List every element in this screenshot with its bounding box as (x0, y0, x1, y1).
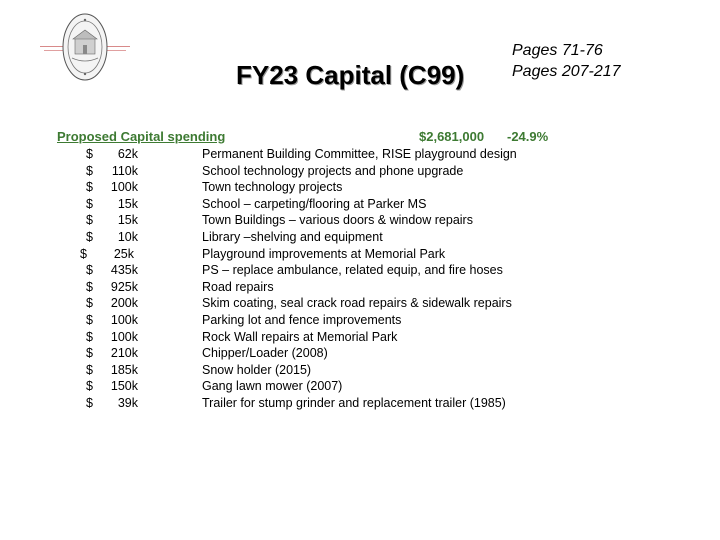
item-amount: 25k (113, 246, 134, 261)
item-description: Road repairs (202, 279, 274, 294)
item-currency: $ (86, 329, 93, 344)
item-description: Gang lawn mower (2007) (202, 379, 343, 394)
item-amount: 62k (117, 147, 138, 161)
item-currency: $ (86, 196, 93, 211)
item-currency: $ (80, 246, 87, 261)
item-currency: $ (86, 313, 93, 327)
item-currency: $ (86, 230, 93, 244)
seal-icon (62, 12, 108, 82)
item-description: Snow holder (2015) (202, 362, 312, 377)
page-title: FY23 Capital (C99) (236, 60, 465, 90)
item-description: Rock Wall repairs at Memorial Park (202, 329, 398, 344)
item-description: Town technology projects (202, 180, 343, 195)
item-amount: 100k (110, 313, 138, 327)
item-currency: $ (86, 279, 93, 294)
item-currency: $ (86, 180, 93, 195)
item-description: Trailer for stump grinder and replacement trailer (1985) (202, 396, 506, 410)
summary-change: -24.9% (507, 129, 549, 144)
item-description: Skim coating, seal crack road repairs & sidewalk repairs (202, 296, 512, 311)
item-description: Library –shelving and equipment (202, 230, 383, 244)
item-amount: 100k (110, 329, 138, 344)
item-description: Chipper/Loader (2008) (202, 346, 328, 361)
item-amount: 925k (110, 279, 138, 294)
item-amount: 15k (117, 196, 138, 211)
pages-ref-1: Pages 71-76 (512, 42, 603, 59)
item-currency: $ (86, 147, 93, 161)
item-amount: 210k (110, 346, 138, 361)
item-amount: 110k (111, 163, 138, 178)
item-amount: 435k (110, 263, 138, 278)
item-currency: $ (86, 263, 93, 278)
item-currency: $ (86, 213, 93, 228)
item-currency: $ (86, 396, 93, 410)
summary-label: Proposed Capital spending (57, 129, 226, 144)
item-description: PS – replace ambulance, related equip, and fire hoses (202, 263, 503, 278)
item-amount: 100k (110, 180, 138, 195)
item-currency: $ (86, 296, 93, 311)
item-amount: 200k (110, 296, 138, 311)
item-amount: 185k (110, 362, 138, 377)
item-currency: $ (86, 362, 93, 377)
item-amount: 10k (117, 230, 138, 244)
item-amount: 15k (117, 213, 138, 228)
pages-ref-2: Pages 207-217 (512, 63, 621, 80)
item-description: Town Buildings – various doors & window repairs (202, 213, 473, 228)
item-description: School – carpeting/flooring at Parker MS (202, 196, 427, 211)
town-seal-logo (40, 12, 130, 82)
summary-amount: $2,681,000 (419, 129, 485, 144)
item-currency: $ (86, 163, 93, 178)
item-description: Playground improvements at Memorial Park (202, 246, 446, 261)
proposed-spending-summary (57, 129, 547, 144)
item-currency: $ (86, 346, 93, 361)
page-references (512, 40, 621, 82)
item-amount: 39k (117, 396, 138, 410)
item-description: Parking lot and fence improvements (202, 313, 402, 327)
item-description: School technology projects and phone upgrade (202, 163, 464, 178)
item-amount: 150k (110, 379, 138, 394)
item-currency: $ (86, 379, 93, 394)
item-description: Permanent Building Committee, RISE playground design (202, 147, 517, 161)
